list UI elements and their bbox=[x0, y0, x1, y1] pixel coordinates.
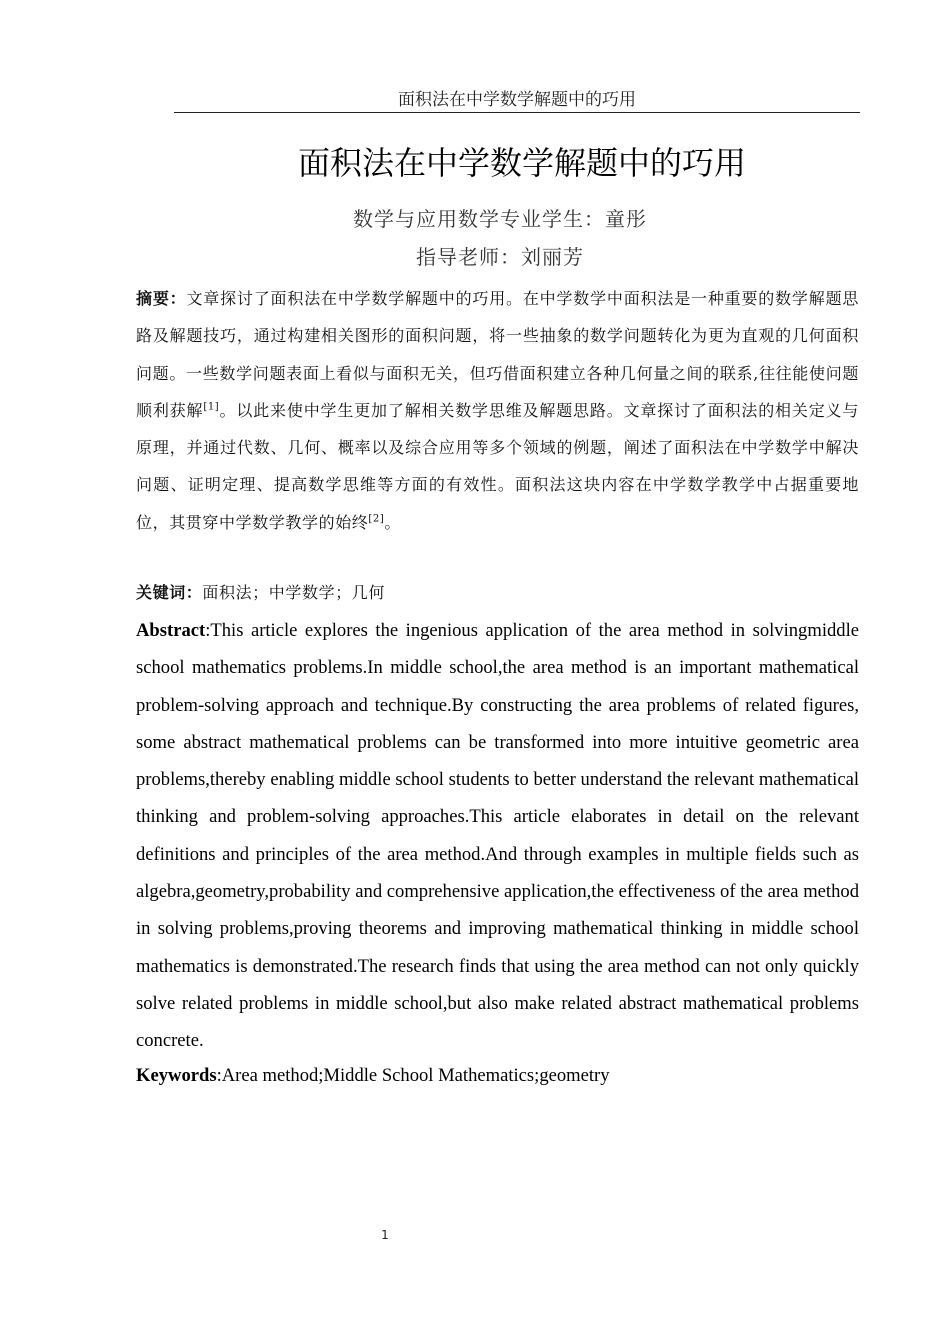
advisor-line: 指导老师：刘丽芳 bbox=[416, 245, 584, 269]
english-abstract bbox=[136, 612, 859, 1060]
chinese-keywords-text: 面积法；中学数学；几何 bbox=[202, 583, 386, 602]
chinese-abstract-label: 摘要： bbox=[136, 289, 187, 308]
page-number: 1 bbox=[381, 1228, 389, 1242]
english-abstract-label: Abstract bbox=[136, 620, 206, 641]
chinese-keywords bbox=[136, 578, 859, 608]
paper-title: 面积法在中学数学解题中的巧用 bbox=[297, 144, 746, 182]
english-keywords-text: :Area method;Middle School Mathematics;geometry bbox=[216, 1065, 610, 1086]
chinese-abstract-text-1: 文章探讨了面积法在中学数学解题中的巧用。在中学数学中面积法是一种重要的数学解题思路及解题技巧，通过构建相关图形的面积问题，将一些抽象的数学问题转化为更为直观的几何面积问题。一些数学问题表面上看似与面积无关，但巧借面积建立各种几何量之间的联系,往往能使问题顺利获解 bbox=[136, 289, 859, 420]
chinese-abstract-text-2: 。以此来使中学生更加了解相关数学思维及解题思路。文章探讨了面积法的相关定义与原理，并通过代数、几何、概率以及综合应用等多个领域的例题，阐述了面积法在中学数学中解决问题、证明定理、提高数学思维等方面的有效性。面积法这块内容在中学数学教学中占据重要地位，其贯穿中学数学教学的始终 bbox=[136, 400, 859, 532]
english-keywords bbox=[136, 1059, 859, 1093]
english-keywords-label: Keywords bbox=[136, 1065, 217, 1086]
citation-ref-2: [2] bbox=[368, 513, 385, 525]
citation-ref-1: [1] bbox=[203, 401, 220, 413]
author-line: 数学与应用数学专业学生：童彤 bbox=[353, 207, 647, 231]
chinese-abstract-text-3: 。 bbox=[384, 512, 401, 532]
running-header: 面积法在中学数学解题中的巧用 bbox=[174, 90, 860, 113]
chinese-abstract bbox=[136, 280, 859, 541]
english-abstract-text: :This article explores the ingenious application of the area method in solvingmiddle school mathematics problems.In middle school,the area method is an important mathematical problem-solving approach and technique.By constructing the area problems of related figures, some abstract mathematical problems can be transformed into more intuitive geometric area problems,thereby enabling middle school students to better understand the relevant mathematical thinking and problem-solving approaches.This article elaborates in detail on the relevant definitions and principles of the area method.And through examples in multiple fields such as algebra,geometry,probability and comprehensive application,the effectiveness of the area method in solving problems,proving theorems and improving mathematical thinking in middle school mathematics is demonstrated.The research finds that using the area method can not only quickly solve related problems in middle school,but also make related abstract mathematical problems concrete. bbox=[136, 620, 859, 1052]
chinese-keywords-label: 关键词： bbox=[136, 583, 203, 602]
